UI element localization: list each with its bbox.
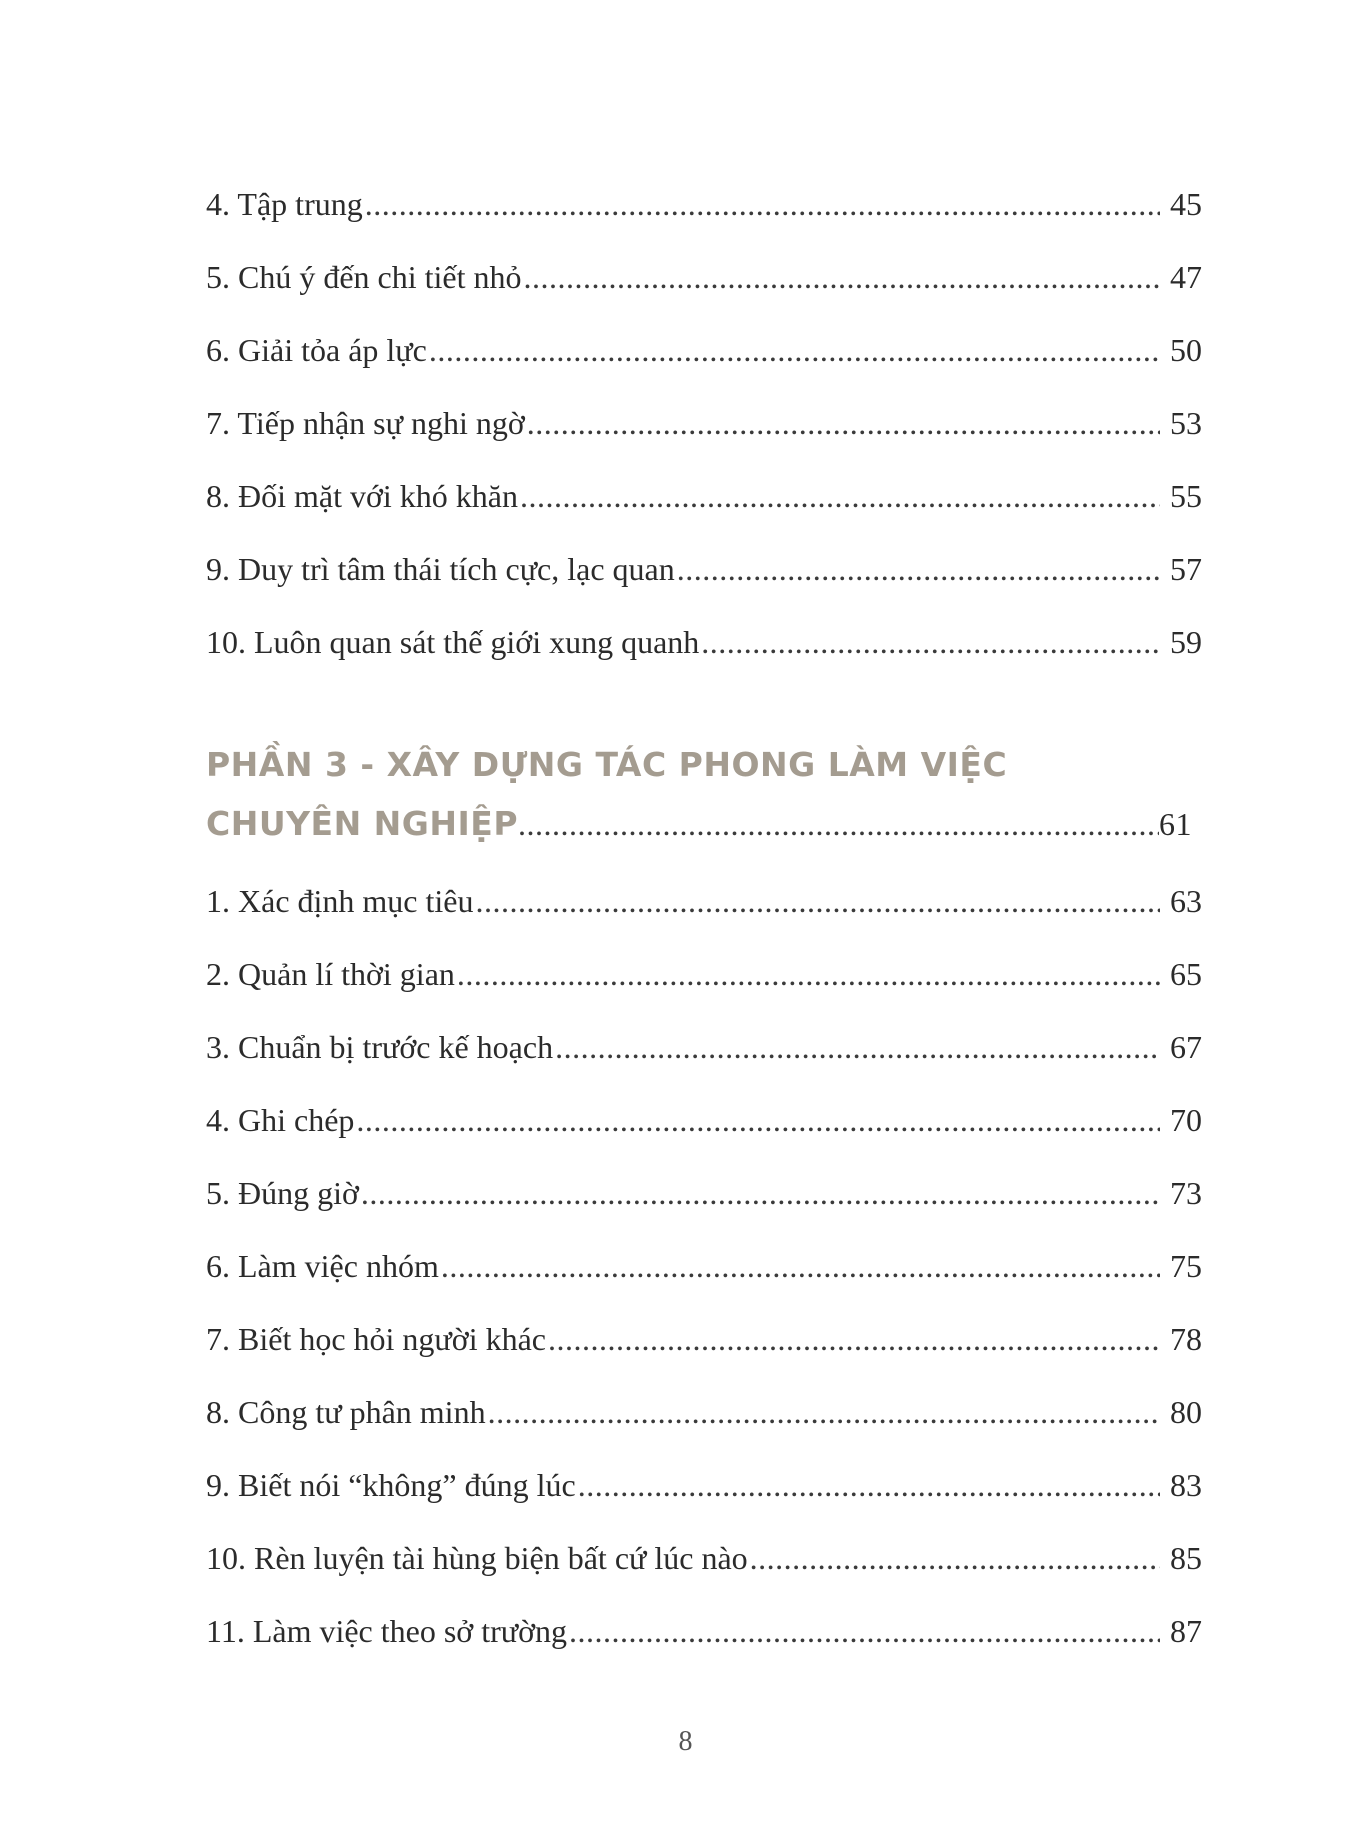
toc-entry-page: 67: [1170, 1029, 1202, 1065]
dot-leader: [677, 549, 1160, 589]
toc-entry[interactable]: [206, 549, 1202, 622]
toc-entry[interactable]: [206, 1611, 1202, 1684]
dot-leader: [475, 881, 1160, 921]
toc-entry-label: 8. Đối mặt với khó khăn: [206, 478, 518, 514]
dot-leader: [750, 1538, 1160, 1578]
toc-entry-label: 4. Tập trung: [206, 186, 363, 222]
dot-leader: [548, 1319, 1160, 1359]
toc-entry[interactable]: [206, 1100, 1202, 1173]
toc-entry[interactable]: [206, 257, 1202, 330]
toc-entry-label: 5. Đúng giờ: [206, 1175, 359, 1211]
dot-leader: [701, 622, 1160, 662]
toc-entry-page: 87: [1170, 1613, 1202, 1649]
toc-entry-label: 6. Làm việc nhóm: [206, 1248, 439, 1284]
toc-entry[interactable]: [206, 1319, 1202, 1392]
toc-entry-label: 2. Quản lí thời gian: [206, 956, 455, 992]
toc-entry[interactable]: [206, 1027, 1202, 1100]
section-page: 61: [1159, 806, 1192, 842]
toc-entry-page: 78: [1170, 1321, 1202, 1357]
dot-leader: [488, 1392, 1160, 1432]
toc-entry-page: 70: [1170, 1102, 1202, 1138]
dot-leader: [527, 403, 1160, 443]
toc-entry[interactable]: [206, 1538, 1202, 1611]
dot-leader: [365, 184, 1160, 224]
dot-leader: [457, 954, 1160, 994]
dot-leader: [569, 1611, 1160, 1651]
dot-leader: [429, 330, 1160, 370]
toc-entry-label: 9. Duy trì tâm thái tích cực, lạc quan: [206, 551, 675, 587]
toc-entry-label: 6. Giải tỏa áp lực: [206, 332, 427, 368]
toc-entry[interactable]: [206, 184, 1202, 257]
toc-entry[interactable]: [206, 622, 1202, 695]
toc-entry-page: 53: [1170, 405, 1202, 441]
toc-entry-label: 4. Ghi chép: [206, 1102, 355, 1138]
dot-leader: [518, 796, 1159, 852]
toc-entry-label: 7. Tiếp nhận sự nghi ngờ: [206, 405, 525, 441]
toc-entry-page: 57: [1170, 551, 1202, 587]
toc-entry-label: 5. Chú ý đến chi tiết nhỏ: [206, 259, 522, 295]
toc-entry-label: 1. Xác định mục tiêu: [206, 883, 474, 919]
toc-entry-page: 50: [1170, 332, 1202, 368]
toc-entry-label: 8. Công tư phân minh: [206, 1394, 486, 1430]
toc-entry[interactable]: [206, 403, 1202, 476]
dot-leader: [578, 1465, 1160, 1505]
section-title-line2-row: [206, 796, 1202, 866]
toc-entry-page: 65: [1170, 956, 1202, 992]
dot-leader: [524, 257, 1160, 297]
toc-part2-list: [206, 184, 1202, 695]
dot-leader: [520, 476, 1160, 516]
dot-leader: [356, 1100, 1160, 1140]
toc-entry[interactable]: [206, 476, 1202, 549]
dot-leader: [361, 1173, 1160, 1213]
section-heading-part3[interactable]: [206, 734, 1202, 866]
toc-entry[interactable]: [206, 1392, 1202, 1465]
toc-entry[interactable]: [206, 954, 1202, 1027]
toc-entry-page: 55: [1170, 478, 1202, 514]
toc-entry-page: 45: [1170, 186, 1202, 222]
toc-entry[interactable]: [206, 881, 1202, 954]
toc-entry-page: 63: [1170, 883, 1202, 919]
section-title-line2: CHUYÊN NGHIỆP: [206, 804, 519, 843]
toc-entry[interactable]: [206, 1246, 1202, 1319]
toc-entry-label: 7. Biết học hỏi người khác: [206, 1321, 546, 1357]
toc-entry[interactable]: [206, 1465, 1202, 1538]
toc-part3-list: [206, 881, 1202, 1684]
toc-entry-label: 11. Làm việc theo sở trường: [206, 1613, 568, 1649]
toc-entry-page: 47: [1170, 259, 1202, 295]
dot-leader: [555, 1027, 1160, 1067]
dot-leader: [441, 1246, 1160, 1286]
toc-entry[interactable]: [206, 330, 1202, 403]
toc-entry-page: 73: [1170, 1175, 1202, 1211]
toc-entry-label: 10. Luôn quan sát thế giới xung quanh: [206, 624, 700, 660]
toc-entry[interactable]: [206, 1173, 1202, 1246]
toc-entry-page: 83: [1170, 1467, 1202, 1503]
page-number: 8: [678, 1726, 693, 1757]
section-title-line1: PHẦN 3 - XÂY DỰNG TÁC PHONG LÀM VIỆC: [206, 745, 1008, 784]
toc-entry-label: 3. Chuẩn bị trước kế hoạch: [206, 1029, 554, 1065]
toc-entry-page: 85: [1170, 1540, 1202, 1576]
toc-entry-page: 80: [1170, 1394, 1202, 1430]
toc-entry-page: 75: [1170, 1248, 1202, 1284]
toc-entry-page: 59: [1170, 624, 1202, 660]
toc-entry-label: 9. Biết nói “không” đúng lúc: [206, 1467, 576, 1503]
toc-entry-label: 10. Rèn luyện tài hùng biện bất cứ lúc nào: [206, 1540, 748, 1576]
